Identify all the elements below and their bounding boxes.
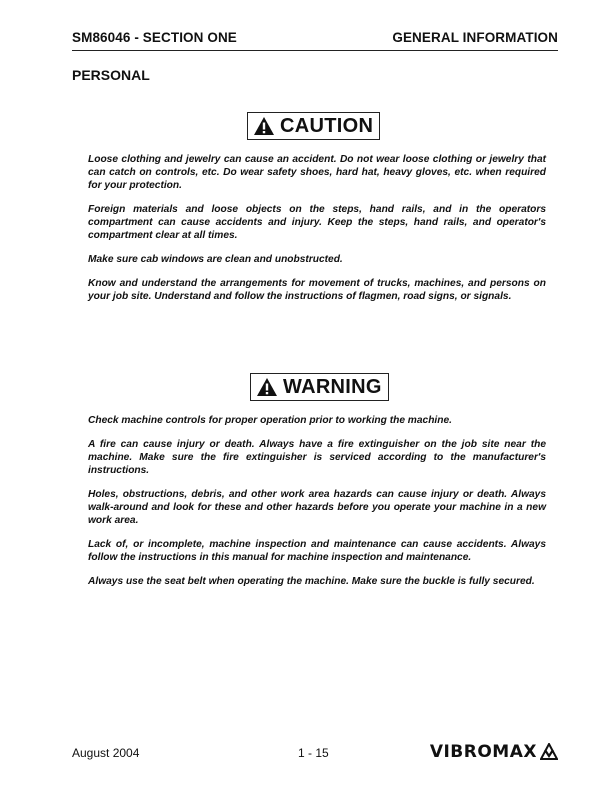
caution-paragraph: Loose clothing and jewelry can cause an accident. Do not wear loose clothing or jewelry that can catch on controls, etc. Do wear safety shoes, hard hat, heavy gloves, etc. when required for your protection.	[88, 154, 546, 191]
caution-label: CAUTION	[280, 115, 374, 137]
section-title: PERSONAL	[72, 67, 150, 83]
warning-paragraph: Holes, obstructions, debris, and other work area hazards can cause injury or death. Always walk-around and look for these and other hazards before you operate your machine in a new work area.	[88, 489, 546, 526]
caution-paragraph: Make sure cab windows are clean and unobstructed.	[88, 254, 343, 265]
page-number: 1 - 15	[298, 746, 329, 760]
warning-triangle-icon	[253, 116, 275, 136]
logo-wordmark: VIBROMAX	[429, 742, 537, 762]
page-header	[72, 30, 558, 51]
caution-paragraph: Foreign materials and loose objects on the steps, hand rails, and in the operators compartment can cause accidents and injury. Keep the steps, hand rails, and operator's compartment clear at all times.	[88, 204, 546, 241]
caution-sign	[247, 112, 380, 140]
warning-label: WARNING	[283, 376, 382, 398]
vibromax-logo-icon	[540, 743, 558, 761]
warning-triangle-icon	[256, 377, 278, 397]
caution-paragraphs	[88, 153, 546, 314]
warning-paragraph: Always use the seat belt when operating the machine. Make sure the buckle is fully secured.	[88, 576, 535, 587]
page-footer	[72, 742, 558, 764]
warning-paragraph: Lack of, or incomplete, machine inspection and maintenance can cause accidents. Always follow the instructions in this manual for machine inspection and maintenance.	[88, 539, 546, 563]
header-chapter-title: GENERAL INFORMATION	[392, 30, 558, 45]
warning-sign	[250, 373, 389, 401]
caution-paragraph: Know and understand the arrangements for movement of trucks, machines, and persons on your job site. Understand and follow the instructions of flagmen, road signs, or signals.	[88, 278, 546, 302]
header-manual-section: SM86046 - SECTION ONE	[72, 30, 237, 45]
footer-date: August 2004	[72, 746, 140, 760]
warning-paragraphs	[88, 414, 546, 599]
warning-paragraph: Check machine controls for proper operation prior to working the machine.	[88, 415, 452, 426]
vibromax-logo	[430, 742, 558, 762]
warning-paragraph: A fire can cause injury or death. Always have a fire extinguisher on the job site near the machine. Make sure the fire extinguisher is serviced according to the manufacturer's instructions.	[88, 439, 546, 476]
